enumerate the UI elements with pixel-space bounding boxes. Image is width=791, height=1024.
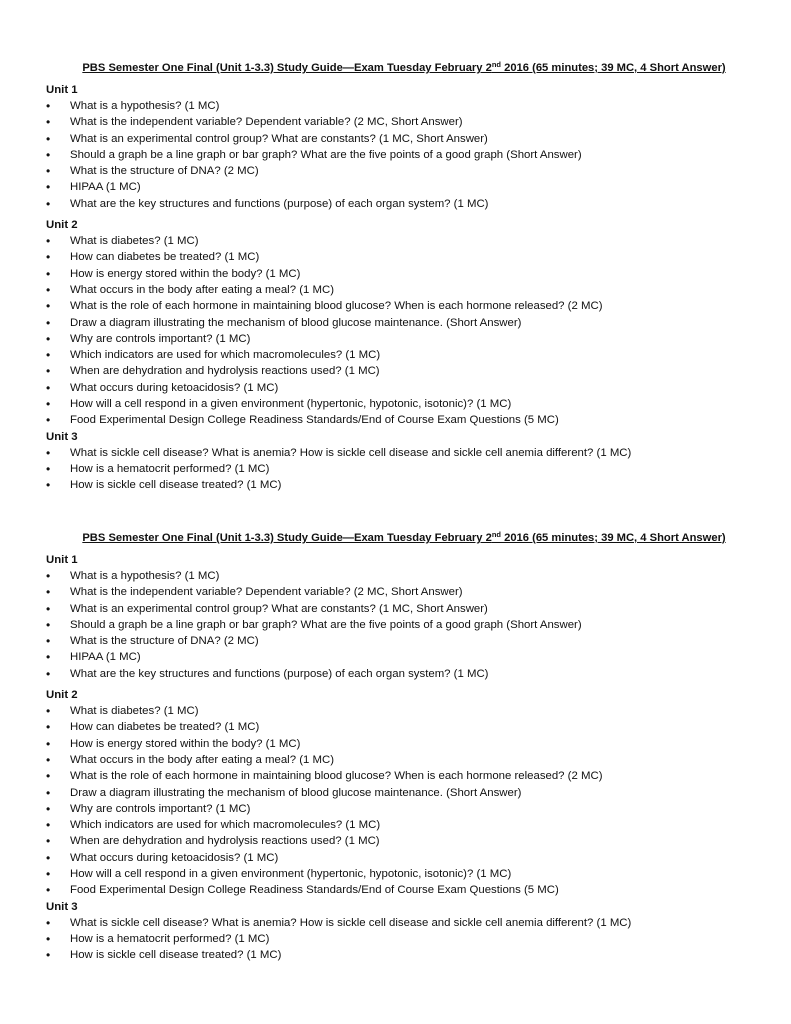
question-item: • What is sickle cell disease? What is anemia? How is sickle cell disease and sickle cell anemia different? (1 MC) xyxy=(44,445,764,461)
study-guide-title xyxy=(44,60,764,76)
question-item: • Food Experimental Design College Readiness Standards/End of Course Exam Questions (5 MC) xyxy=(44,882,764,898)
unit-heading: Unit 2 xyxy=(46,219,78,232)
question-item: • Draw a diagram illustrating the mechanism of blood glucose maintenance. (Short Answer) xyxy=(44,785,764,801)
study-guide-title xyxy=(44,530,764,546)
unit-heading: Unit 2 xyxy=(46,689,78,702)
question-item: • What occurs during ketoacidosis? (1 MC) xyxy=(44,380,764,396)
question-item: • HIPAA (1 MC) xyxy=(44,179,764,195)
question-item: • What occurs in the body after eating a meal? (1 MC) xyxy=(44,752,764,768)
title-text-continued: 2016 (65 minutes; 39 MC, 4 Short Answer) xyxy=(501,62,726,74)
study-guide-section xyxy=(44,530,764,969)
question-item: • How is a hematocrit performed? (1 MC) xyxy=(44,461,764,477)
question-item: • What occurs in the body after eating a meal? (1 MC) xyxy=(44,282,764,298)
question-item: • What is a hypothesis? (1 MC) xyxy=(44,568,764,584)
question-item: • How can diabetes be treated? (1 MC) xyxy=(44,249,764,265)
study-guide-section xyxy=(44,60,764,499)
question-item: • HIPAA (1 MC) xyxy=(44,649,764,665)
question-item: • What is the role of each hormone in maintaining blood glucose? When is each hormone released? (2 MC) xyxy=(44,768,764,784)
title-ordinal-suffix: nd xyxy=(491,530,501,539)
question-item: • What is sickle cell disease? What is anemia? How is sickle cell disease and sickle cell anemia different? (1 MC) xyxy=(44,915,764,931)
question-item: • How is a hematocrit performed? (1 MC) xyxy=(44,931,764,947)
question-item: • What is the independent variable? Dependent variable? (2 MC, Short Answer) xyxy=(44,114,764,130)
question-item: • What are the key structures and functions (purpose) of each organ system? (1 MC) xyxy=(44,666,764,682)
question-list xyxy=(44,915,764,964)
question-item: • What is an experimental control group? What are constants? (1 MC, Short Answer) xyxy=(44,131,764,147)
unit-heading: Unit 3 xyxy=(46,430,78,443)
question-item: • Food Experimental Design College Readiness Standards/End of Course Exam Questions (5 MC) xyxy=(44,412,764,428)
question-item: • Why are controls important? (1 MC) xyxy=(44,801,764,817)
question-list xyxy=(44,233,764,429)
unit-heading: Unit 3 xyxy=(46,900,78,913)
question-list xyxy=(44,568,764,682)
question-item: • What occurs during ketoacidosis? (1 MC) xyxy=(44,850,764,866)
question-list xyxy=(44,703,764,899)
title-text: PBS Semester One Final (Unit 1-3.3) Study Guide—Exam Tuesday February 2 xyxy=(82,532,492,544)
question-item: • When are dehydration and hydrolysis reactions used? (1 MC) xyxy=(44,833,764,849)
title-ordinal-suffix: nd xyxy=(491,60,501,69)
question-item: • What is a hypothesis? (1 MC) xyxy=(44,98,764,114)
question-item: • How will a cell respond in a given environment (hypertonic, hypotonic, isotonic)? (1 MC) xyxy=(44,866,764,882)
question-item: • What is diabetes? (1 MC) xyxy=(44,703,764,719)
question-item: • How can diabetes be treated? (1 MC) xyxy=(44,719,764,735)
question-item: • Should a graph be a line graph or bar graph? What are the five points of a good graph (Short Answer) xyxy=(44,617,764,633)
question-item: • Should a graph be a line graph or bar graph? What are the five points of a good graph (Short Answer) xyxy=(44,147,764,163)
question-item: • How is sickle cell disease treated? (1 MC) xyxy=(44,947,764,963)
question-item: • What is the independent variable? Dependent variable? (2 MC, Short Answer) xyxy=(44,584,764,600)
question-item: • What is an experimental control group? What are constants? (1 MC, Short Answer) xyxy=(44,601,764,617)
question-list xyxy=(44,98,764,212)
question-item: • What is the structure of DNA? (2 MC) xyxy=(44,163,764,179)
question-item: • When are dehydration and hydrolysis reactions used? (1 MC) xyxy=(44,363,764,379)
question-item: • How is energy stored within the body? (1 MC) xyxy=(44,736,764,752)
unit-heading: Unit 1 xyxy=(46,84,78,96)
title-text: PBS Semester One Final (Unit 1-3.3) Study Guide—Exam Tuesday February 2 xyxy=(82,62,492,74)
title-text-continued: 2016 (65 minutes; 39 MC, 4 Short Answer) xyxy=(501,532,726,544)
question-item: • What is the role of each hormone in maintaining blood glucose? When is each hormone released? (2 MC) xyxy=(44,298,764,314)
question-item: • What is diabetes? (1 MC) xyxy=(44,233,764,249)
question-item: • Why are controls important? (1 MC) xyxy=(44,331,764,347)
question-item: • How will a cell respond in a given environment (hypertonic, hypotonic, isotonic)? (1 MC) xyxy=(44,396,764,412)
question-item: • What is the structure of DNA? (2 MC) xyxy=(44,633,764,649)
question-item: • What are the key structures and functions (purpose) of each organ system? (1 MC) xyxy=(44,196,764,212)
unit-heading: Unit 1 xyxy=(46,554,78,566)
question-item: • How is sickle cell disease treated? (1 MC) xyxy=(44,477,764,493)
question-item: • Which indicators are used for which macromolecules? (1 MC) xyxy=(44,347,764,363)
question-list xyxy=(44,445,764,494)
question-item: • How is energy stored within the body? (1 MC) xyxy=(44,266,764,282)
question-item: • Draw a diagram illustrating the mechanism of blood glucose maintenance. (Short Answer) xyxy=(44,315,764,331)
question-item: • Which indicators are used for which macromolecules? (1 MC) xyxy=(44,817,764,833)
